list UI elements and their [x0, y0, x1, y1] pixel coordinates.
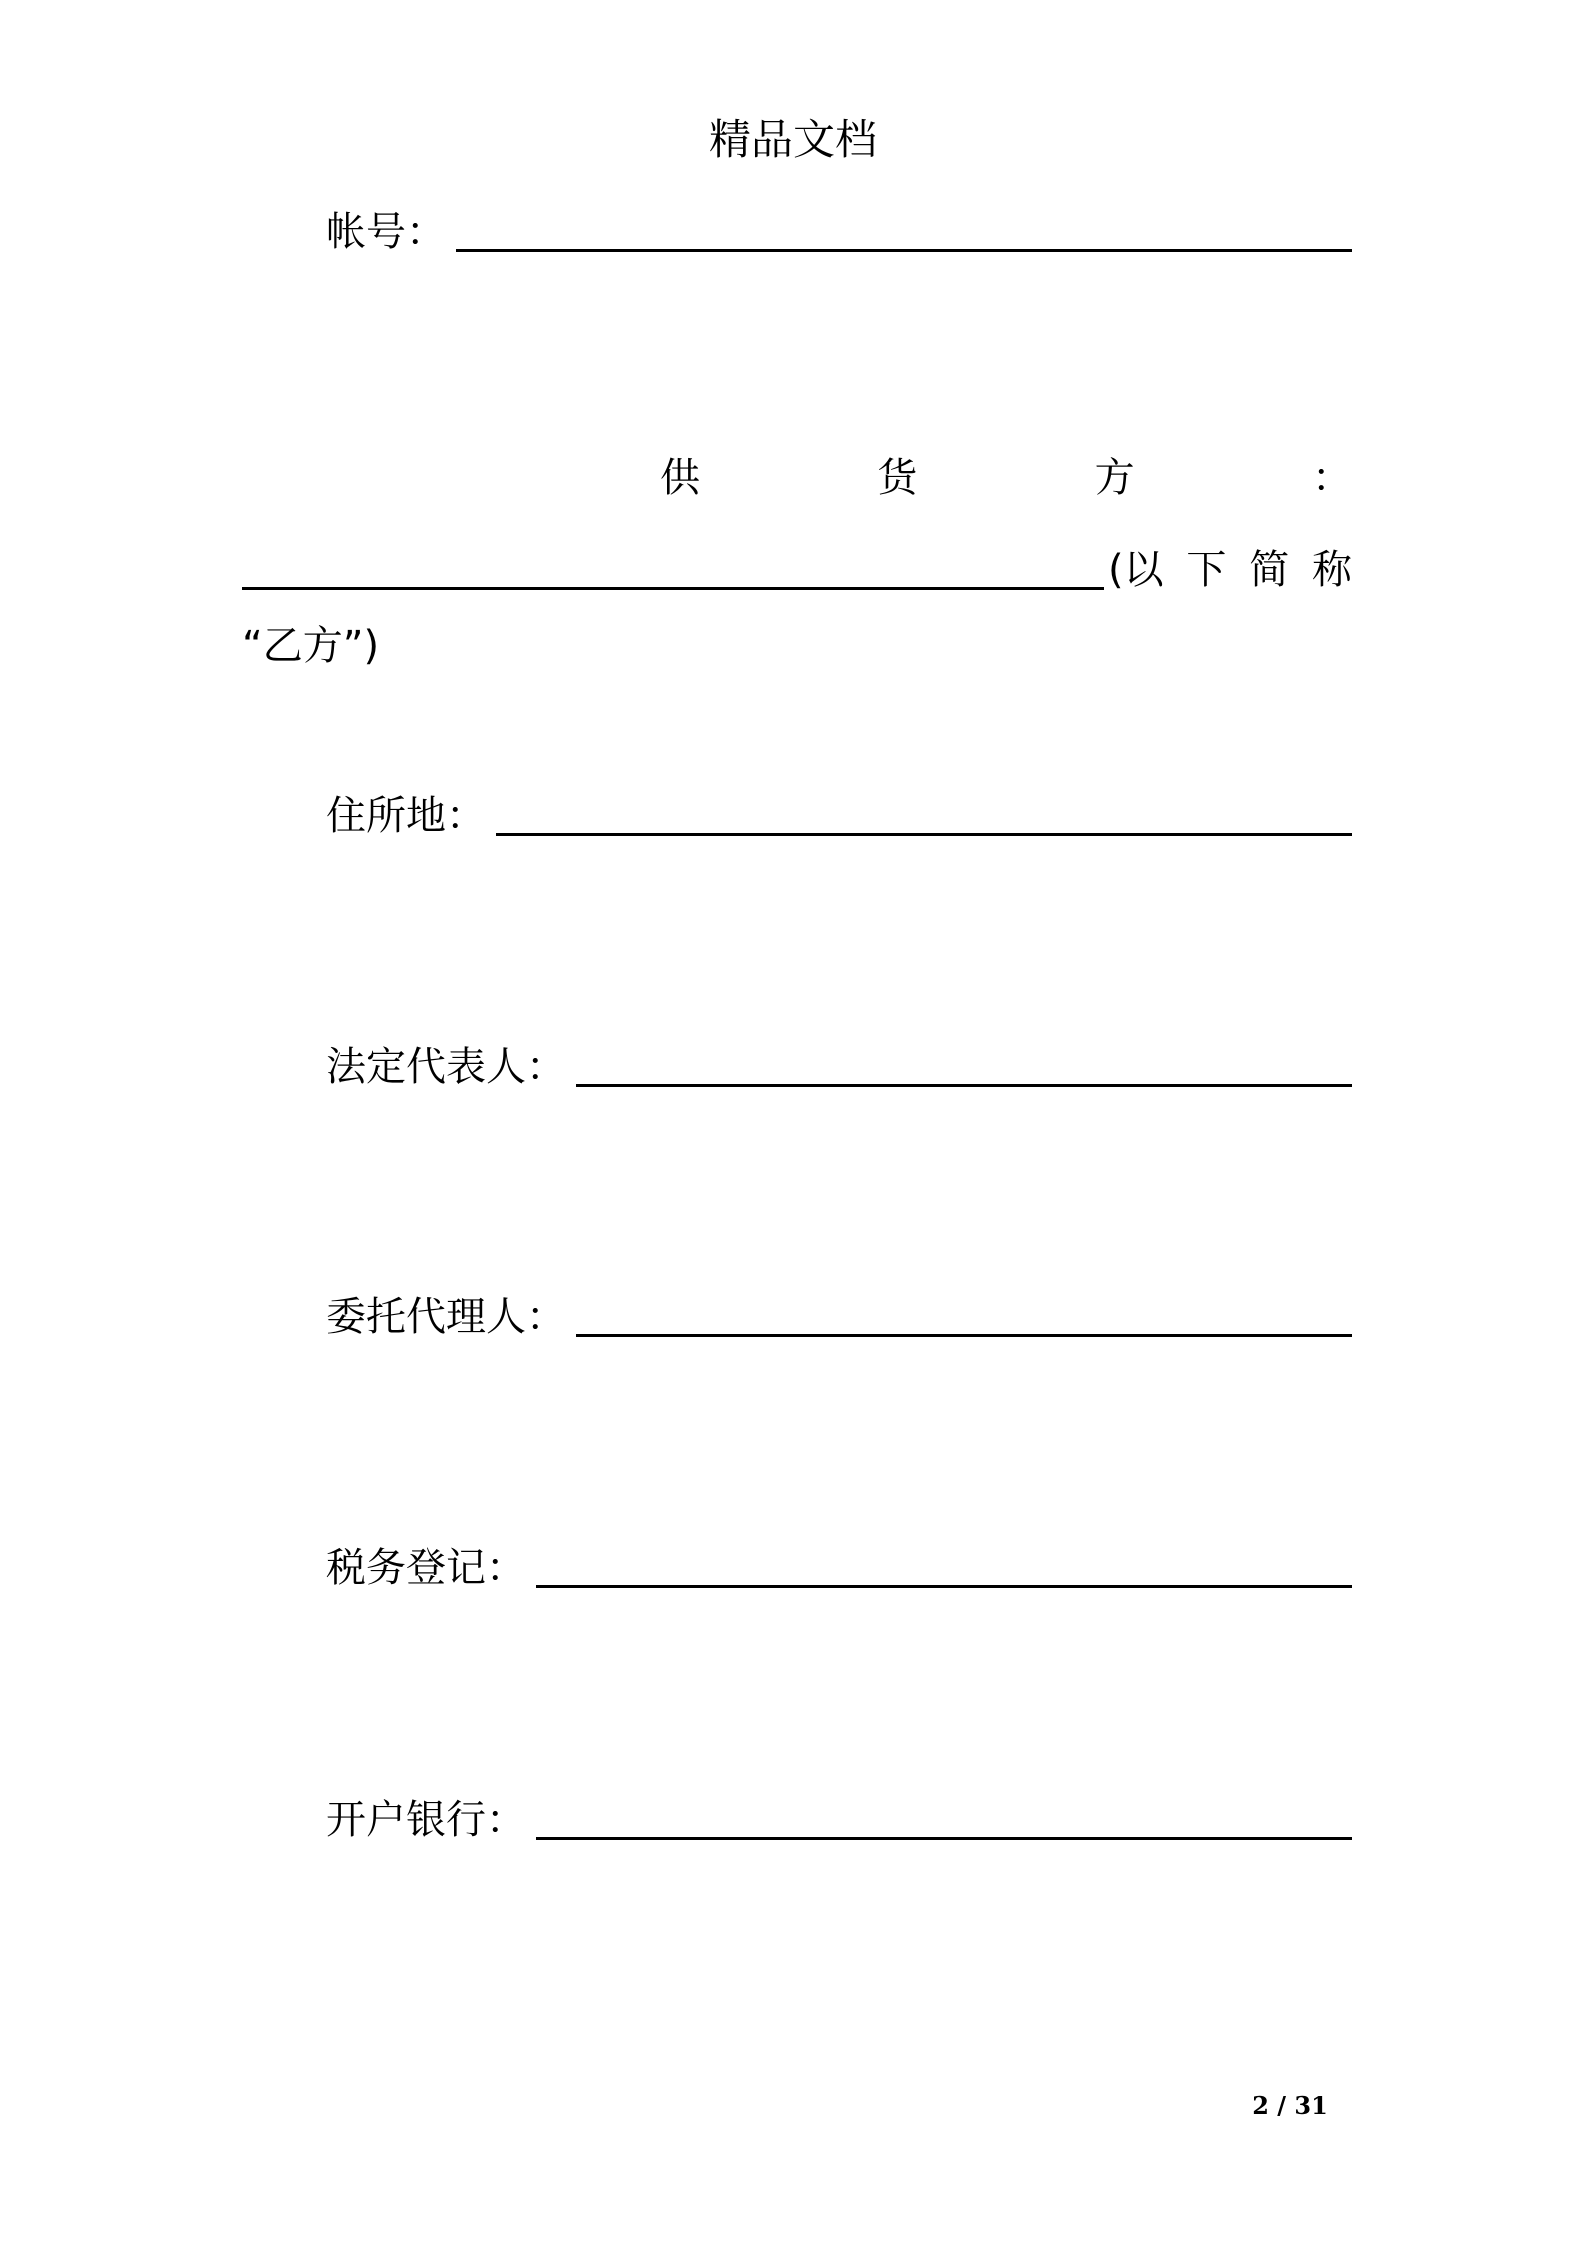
legal-rep-field-row — [326, 1035, 1352, 1095]
legal-rep-blank-line — [576, 1084, 1352, 1087]
address-field-row — [326, 784, 1352, 844]
tax-field-row — [326, 1536, 1352, 1596]
supplier-title-char: 供 — [660, 455, 700, 501]
document-header: 精品文档 — [708, 115, 877, 164]
supplier-name-row — [242, 538, 1352, 598]
supplier-name-blank-line — [242, 587, 1104, 590]
agent-field-row — [326, 1285, 1352, 1345]
supplier-title-char: ： — [1311, 455, 1352, 501]
supplier-suffix-char: (以 — [1108, 547, 1164, 593]
address-label: 住所地： — [326, 793, 486, 839]
page-number: 2 / 31 — [1252, 2091, 1328, 2120]
supplier-title-char: 货 — [877, 455, 918, 501]
account-blank-line — [456, 249, 1352, 252]
legal-rep-label: 法定代表人： — [326, 1044, 566, 1090]
tax-blank-line — [536, 1585, 1352, 1588]
supplier-abbrev-intro — [1104, 542, 1352, 598]
account-field-row — [326, 200, 1352, 260]
supplier-abbrev: “乙方”) — [242, 623, 380, 669]
supplier-suffix-char: 简 — [1249, 547, 1290, 593]
agent-blank-line — [576, 1334, 1352, 1337]
bank-field-row — [326, 1788, 1352, 1848]
supplier-title-char: 方 — [1094, 455, 1135, 501]
agent-label: 委托代理人： — [326, 1294, 566, 1340]
tax-label: 税务登记： — [326, 1545, 526, 1591]
supplier-title — [660, 450, 1352, 506]
supplier-suffix-char: 下 — [1186, 547, 1227, 593]
supplier-suffix-char: 称 — [1312, 547, 1352, 593]
bank-label: 开户银行： — [326, 1797, 526, 1843]
address-blank-line — [496, 833, 1352, 836]
bank-blank-line — [536, 1837, 1352, 1840]
account-label: 帐号： — [326, 209, 446, 255]
